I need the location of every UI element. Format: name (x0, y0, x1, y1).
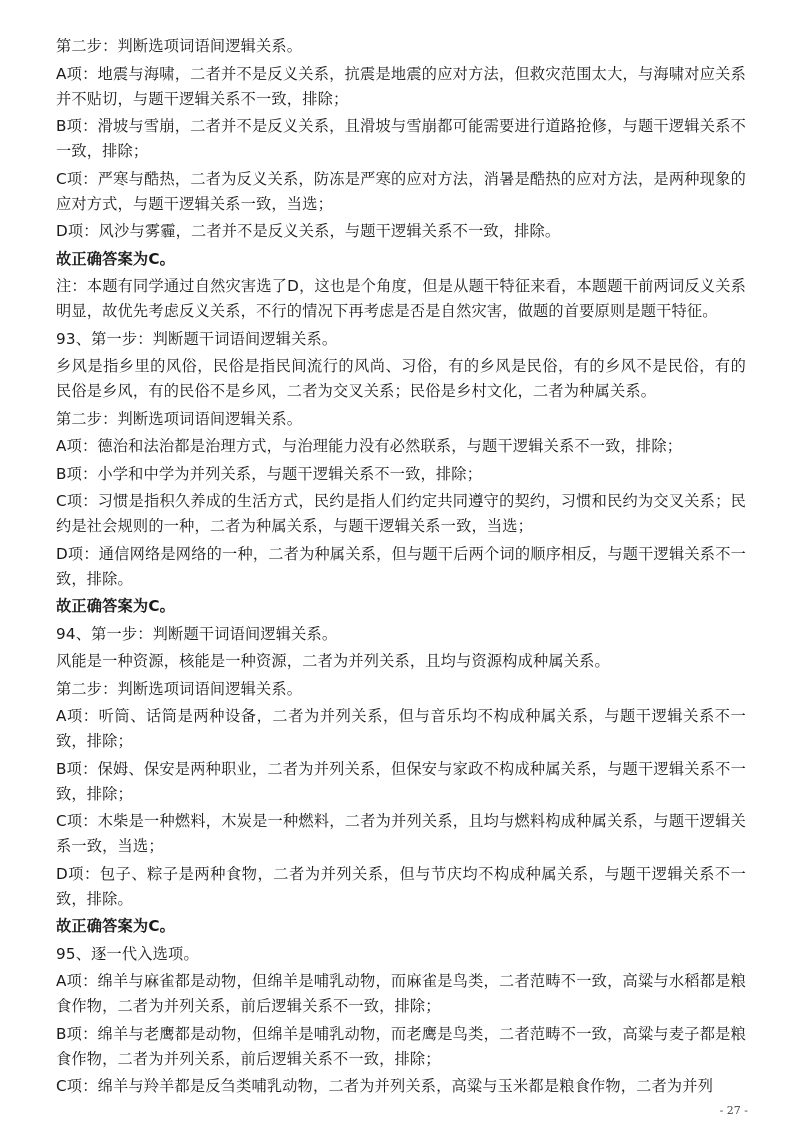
paragraph: 注：本题有同学通过自然灾害选了D，这也是个角度，但是从题干特征来看，本题题干前两词反义关系明显，故优先考虑反义关系，不行的情况下再考虑是否是自然灾害，做题的首要原则是题干特征。 (56, 277, 746, 320)
answer-line: 故正确答案为C。 (56, 249, 176, 268)
paragraph: 第二步：判断选项词语间逻辑关系。 (56, 679, 303, 698)
paragraph: A项：绵羊与麻雀都是动物，但绵羊是哺乳动物，而麻雀是鸟类，二者范畴不一致，高粱与水稻都是粮食作物，二者为并列关系，前后逻辑关系不一致，排除； (56, 972, 746, 1015)
paragraph: 95、逐一代入选项。 (56, 944, 199, 963)
page-body (56, 34, 746, 1102)
paragraph: A项：地震与海啸，二者并不是反义关系，抗震是地震的应对方法，但救灾范围太大，与海啸对应关系并不贴切，与题干逻辑关系不一致，排除； (56, 64, 746, 108)
paragraph: 94、第一步：判断题干词语间逻辑关系。 (56, 624, 338, 643)
paragraph: B项：保姆、保安是两种职业，二者为并列关系，但保安与家政不构成种属关系，与题干逻辑关系不一致，排除； (56, 759, 746, 803)
paragraph: C项：绵羊与羚羊都是反刍类哺乳动物，二者为并列关系，高粱与玉米都是粮食作物，二者为并列 (56, 1077, 714, 1095)
paragraph: D项：包子、粽子是两种食物，二者为并列关系，但与节庆均不构成种属关系，与题干逻辑关系不一致，排除。 (56, 864, 746, 908)
paragraph: 第二步：判断选项词语间逻辑关系。 (56, 37, 303, 55)
paragraph: B项：小学和中学为并列关系，与题干逻辑关系不一致，排除； (56, 464, 483, 483)
page-number: - 27 - (719, 1104, 748, 1117)
answer-line: 故正确答案为C。 (56, 917, 176, 935)
paragraph: D项：风沙与雾霾，二者并不是反义关系，与题干逻辑关系不一致，排除。 (56, 222, 561, 240)
paragraph: B项：绵羊与老鹰都是动物，但绵羊是哺乳动物，而老鹰是鸟类，二者范畴不一致，高粱与麦子都是粮食作物，二者为并列关系，前后逻辑关系不一致，排除； (56, 1024, 746, 1068)
paragraph: C项：习惯是指积久养成的生活方式，民约是指人们约定共同遵守的契约，习惯和民约为交叉关系；民约是社会规则的一种，二者为种属关系，与题干逻辑关系一致，当选； (56, 492, 746, 535)
paragraph: A项：德治和法治都是治理方式，与治理能力没有必然联系，与题干逻辑关系不一致，排除； (56, 437, 683, 455)
paragraph: C项：木柴是一种燃料，木炭是一种燃料，二者为并列关系，且均与燃料构成种属关系，与题干逻辑关系一致，当选； (56, 812, 746, 855)
paragraph: A项：听筒、话筒是两种设备，二者为并列关系，但与音乐均不构成种属关系，与题干逻辑关系不一致，排除； (56, 707, 746, 750)
paragraph: C项：严寒与酷热，二者为反义关系，防冻是严寒的应对方法，消暑是酷热的应对方法，是两种现象的应对方式，与题干逻辑关系一致，当选； (56, 169, 746, 213)
paragraph: 第二步：判断选项词语间逻辑关系。 (56, 409, 303, 428)
paragraph: 风能是一种资源，核能是一种资源，二者为并列关系，且均与资源构成种属关系。 (56, 652, 610, 670)
answer-line: 故正确答案为C。 (56, 597, 176, 615)
paragraph: B项：滑坡与雪崩，二者并不是反义关系，且滑坡与雪崩都可能需要进行道路抢修，与题干逻辑关系不一致，排除； (56, 117, 746, 160)
paragraph: 乡风是指乡里的风俗，民俗是指民间流行的风尚、习俗，有的乡风是民俗，有的乡风不是民俗，有的民俗是乡风，有的民俗不是乡风，二者为交叉关系；民俗是乡村文化，二者为种属关系。 (56, 357, 746, 400)
paragraph: D项：通信网络是网络的一种，二者为种属关系，但与题干后两个词的顺序相反，与题干逻辑关系不一致，排除。 (56, 544, 746, 588)
paragraph: 93、第一步：判断题干词语间逻辑关系。 (56, 329, 338, 348)
